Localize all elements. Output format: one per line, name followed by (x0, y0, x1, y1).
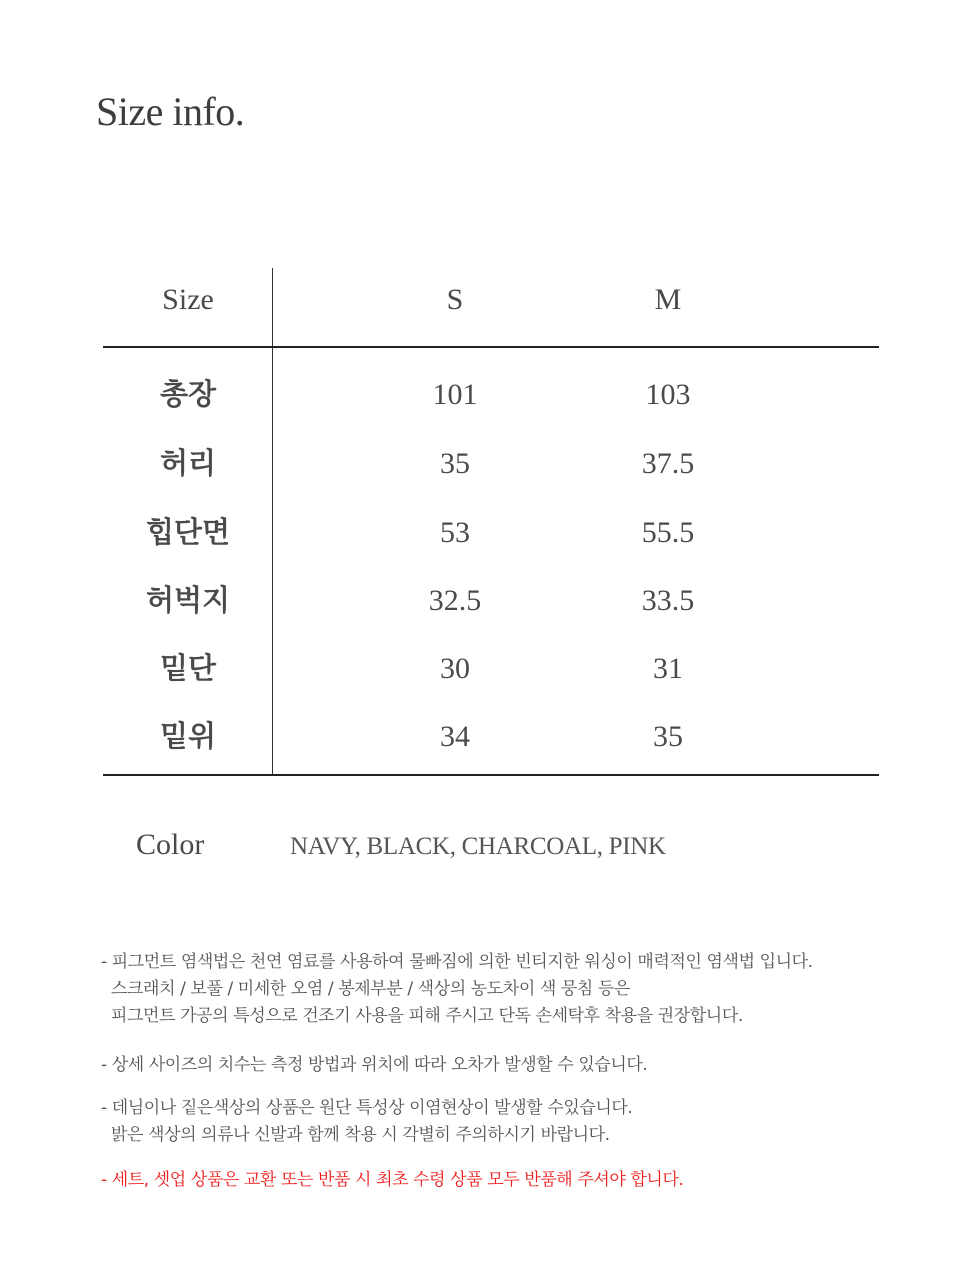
note-line: - 세트, 셋업 상품은 교환 또는 반품 시 최초 수령 상품 모두 반품해 주셔야 합니다. (101, 1170, 684, 1190)
cell-s: 30 (440, 652, 470, 685)
size-header-m: M (654, 283, 682, 316)
row-label: 허리 (159, 446, 217, 480)
note-line: 밝은 색상의 의류나 신발과 함께 착용 시 각별히 주의하시기 바랍니다. (101, 1125, 610, 1145)
note-denim (101, 1095, 632, 1149)
note-line: - 피그먼트 염색법은 천연 염료를 사용하여 물빠짐에 의한 빈티지한 워싱이 매력적인 염색법 입니다. (101, 952, 813, 972)
note-measurement (101, 1052, 647, 1079)
size-header-s: S (446, 283, 464, 316)
row-label: 밑단 (159, 651, 217, 685)
row-label: 밑위 (159, 719, 217, 753)
cell-m: 37.5 (641, 447, 695, 480)
color-label: Color (136, 828, 205, 861)
table-header-divider (103, 346, 879, 348)
page-title: Size info. (96, 89, 245, 134)
cell-s: 53 (440, 516, 470, 549)
cell-m: 31 (653, 652, 683, 685)
cell-s: 35 (440, 447, 470, 480)
cell-s: 101 (432, 378, 478, 411)
cell-s: 34 (440, 720, 470, 753)
note-set-return-warning (101, 1167, 683, 1194)
cell-m: 103 (645, 378, 691, 411)
cell-m: 55.5 (641, 516, 695, 549)
table-bottom-rule (103, 774, 879, 776)
note-line: 피그먼트 가공의 특성으로 건조기 사용을 피해 주시고 단독 손세탁후 착용을 권장합니다. (101, 1006, 743, 1026)
cell-s: 32.5 (428, 584, 482, 617)
note-line: - 상세 사이즈의 치수는 측정 방법과 위치에 따라 오차가 발생할 수 있습니다. (101, 1055, 648, 1075)
note-pigment (101, 949, 813, 1030)
row-label: 허벅지 (145, 583, 231, 617)
cell-m: 35 (653, 720, 683, 753)
color-value: NAVY, BLACK, CHARCOAL, PINK (290, 833, 666, 860)
size-header-label: Size (162, 283, 214, 316)
note-line: - 데님이나 짙은색상의 상품은 원단 특성상 이염현상이 발생할 수있습니다. (101, 1098, 633, 1118)
row-label: 힙단면 (145, 515, 231, 549)
row-label: 총장 (159, 377, 217, 411)
note-line: 스크래치 / 보풀 / 미세한 오염 / 봉제부분 / 색상의 농도차이 색 뭉침 등은 (101, 979, 630, 999)
cell-m: 33.5 (641, 584, 695, 617)
